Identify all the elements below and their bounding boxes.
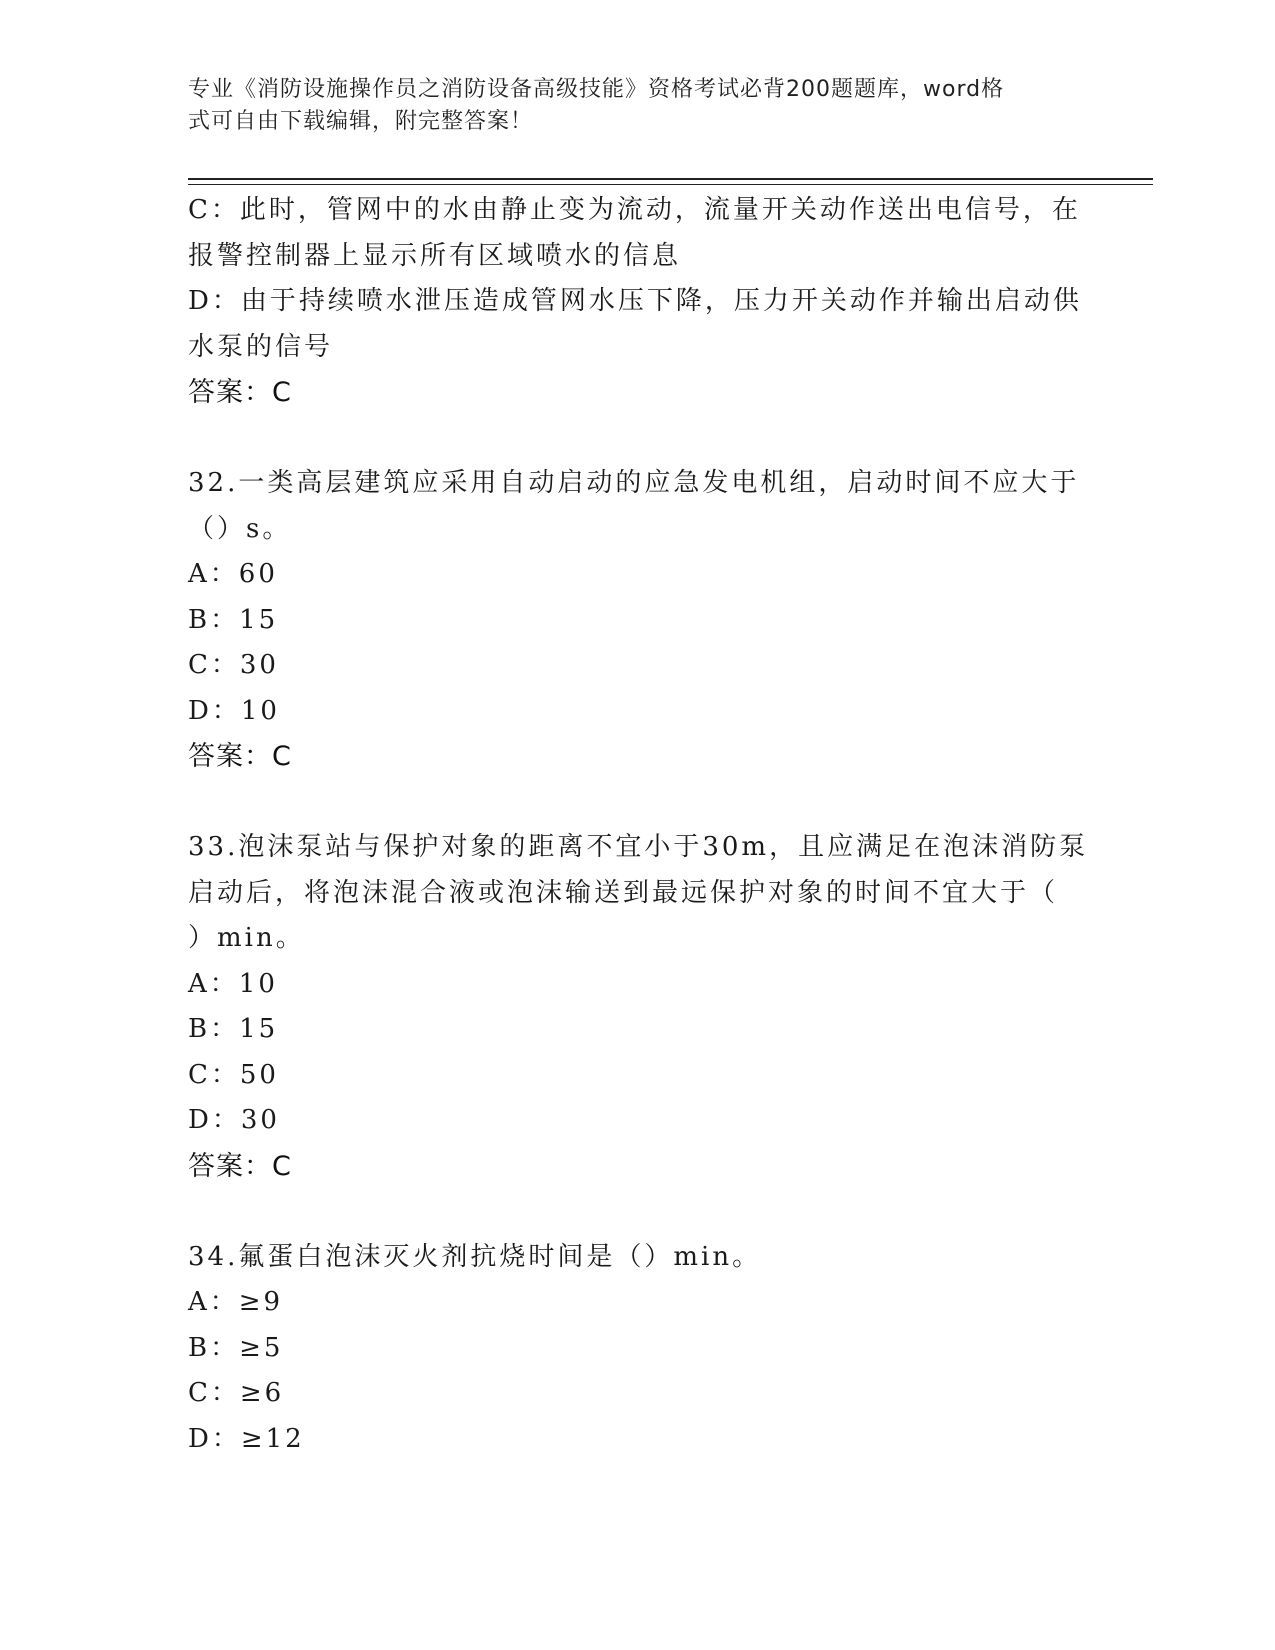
option-c: C：≥6 <box>188 1378 285 1408</box>
header-divider-thick <box>188 178 1153 180</box>
option-a: A：10 <box>188 968 278 999</box>
option-d: D：10 <box>188 695 280 726</box>
option-c: C：50 <box>188 1059 279 1090</box>
header-divider-thin <box>188 184 1153 185</box>
answer-line: 答案：C <box>188 741 292 772</box>
question-stem: 32.一类高层建筑应采用自动启动的应急发电机组，启动时间不应大于 <box>188 468 1080 498</box>
question-list <box>188 188 1088 1462</box>
answer-line: 答案：C <box>188 1150 292 1182</box>
option-d-line-1: D：由于持续喷水泄压造成管网水压下降，压力开关动作并输出启动供 <box>188 286 1082 316</box>
option-b: B：15 <box>188 1014 279 1044</box>
option-d-line-2: 水泵的信号 <box>188 331 334 362</box>
option-d: D：≥12 <box>188 1423 305 1454</box>
option-c-line-1: C：此时，管网中的水由静止变为流动，流量开关动作送出电信号，在 <box>188 195 1081 225</box>
option-c: C：30 <box>188 650 279 680</box>
question-stem: 启动后，将泡沫混合液或泡沫输送到最远保护对象的时间不宜大于（ <box>188 877 1059 908</box>
question-stem: 33.泡沫泵站与保护对象的距离不宜小于30m，且应满足在泡沫消防泵 <box>188 832 1089 862</box>
option-b: B：≥5 <box>188 1332 284 1363</box>
option-a: A：60 <box>188 559 278 589</box>
document-header <box>188 74 1068 138</box>
option-d: D：30 <box>188 1105 280 1135</box>
spacer <box>188 1189 1088 1235</box>
header-line-1: 专业《消防设施操作员之消防设备高级技能》资格考试必背200题题库，word格 <box>188 77 1005 102</box>
question-32 <box>188 461 1088 780</box>
option-c-line-2: 报警控制器上显示所有区域喷水的信息 <box>188 240 682 271</box>
spacer <box>188 780 1088 826</box>
question-stem: 34.氟蛋白泡沫灭火剂抗烧时间是（）min。 <box>188 1241 762 1272</box>
question-34 <box>188 1235 1088 1463</box>
option-b: B：15 <box>188 604 279 635</box>
option-a: A：≥9 <box>188 1287 284 1317</box>
header-line-2: 式可自由下载编辑，附完整答案！ <box>188 109 534 134</box>
question-33 <box>188 825 1088 1189</box>
answer-line: 答案：C <box>188 377 292 408</box>
question-stem: （）s。 <box>188 513 292 544</box>
question-31-continuation <box>188 188 1088 416</box>
question-stem: ）min。 <box>188 923 305 953</box>
spacer <box>188 416 1088 462</box>
